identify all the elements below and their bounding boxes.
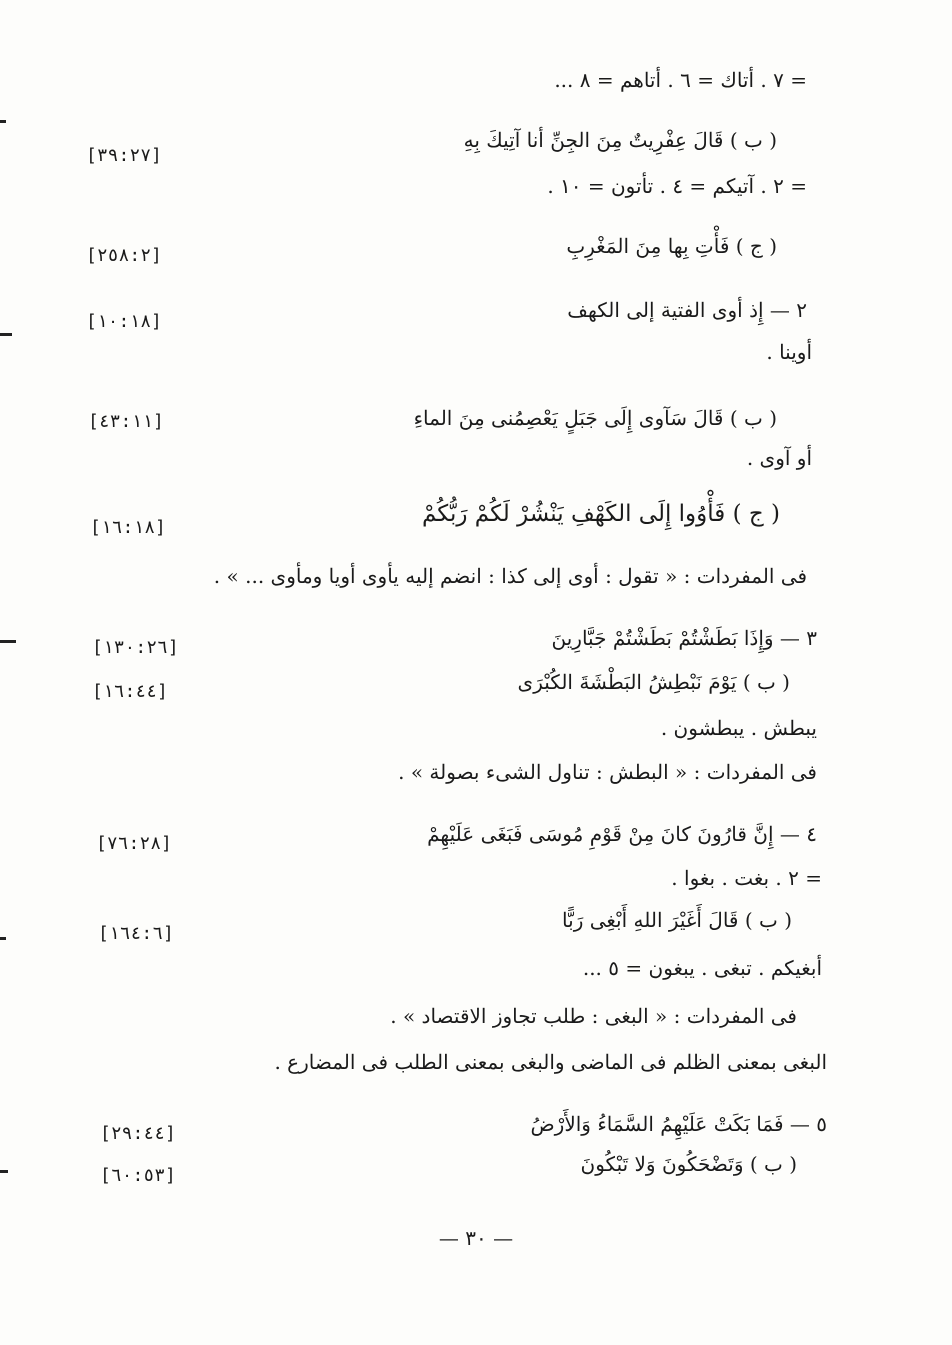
text-line-6: أوينا . <box>766 340 812 364</box>
verse-reference-1: [٣٩:٢٧] <box>86 145 162 166</box>
text-line-19: فى المفردات : « البغى : طلب تجاوز الاقتصاد » . <box>390 1004 797 1028</box>
margin-mark <box>0 640 16 643</box>
verse-reference-6: [١٣٠:٢٦] <box>92 637 179 658</box>
verse-reference-10: [٢٩:٤٤] <box>100 1123 176 1144</box>
verse-line-12: ( ب ) يَوْمَ نَبْطِشُ البَطْشَةَ الكُبْرَى <box>517 670 790 694</box>
verse-line-7: ( ب ) قَالَ سَآوى إِلَى جَبَلٍ يَعْصِمُنى مِنَ الماءِ <box>413 406 777 430</box>
verse-line-2: ( ب ) قَالَ عِفْرِيتٌ مِنَ الجِنِّ أنا آتِيكَ بِهِ <box>463 128 777 152</box>
verse-reference-8: [٧٦:٢٨] <box>96 833 172 854</box>
margin-mark <box>0 937 6 940</box>
text-line-20: البغى بمعنى الظلم فى الماضى والبغى بمعنى الطلب فى المضارع . <box>274 1050 827 1074</box>
verse-reference-5: [١٦:١٨] <box>90 517 166 538</box>
text-line-13: يبطش . يبطشون . <box>660 716 817 740</box>
page-number: — ٣٠ — <box>438 1226 514 1250</box>
text-line-10: فى المفردات : « تقول : أوى إلى كذا : انضم إليه يأوى أويا ومأوى ... » . <box>213 564 807 588</box>
verse-reference-4: [٤٣:١١] <box>88 411 164 432</box>
margin-mark <box>0 120 6 123</box>
text-line-18: أبغيكم . تبغى . يبغون = ٥ ... <box>582 956 822 980</box>
verse-line-17: ( ب ) قَالَ أَغَيْرَ اللهِ أَبْغِى رَبًّا <box>562 908 792 932</box>
text-line-14: فى المفردات : « البطش : تناول الشىء بصولة » . <box>398 760 817 784</box>
verse-reference-3: [١٠:١٨] <box>86 311 162 332</box>
verse-line-4: ( ج ) فَأْتِ بِها مِنَ المَغْرِبِ <box>566 234 777 258</box>
text-line-8: أو آوى . <box>746 446 812 470</box>
verse-line-9: ( ج ) فَأْوُوا إِلَى الكَهْفِ يَنْشُرْ لَكُمْ رَبُّكُمْ <box>421 501 780 527</box>
margin-mark <box>0 333 12 336</box>
verse-line-22: ( ب ) وَتَضْحَكُونَ وَلا تَبْكُونَ <box>580 1152 797 1176</box>
verse-reference-11: [٦٠:٥٣] <box>100 1165 176 1186</box>
verse-line-11: ٣ — وَإِذَا بَطَشْتُمْ بَطَشْتُمْ جَبَّارِينَ <box>551 626 817 650</box>
verse-line-21: ٥ — فَمَا بَكَتْ عَلَيْهِمُ السَّمَاءُ وَالأَرْضُ <box>530 1112 827 1136</box>
verse-line-5: ٢ — إِذ أوى الفتية إلى الكهف <box>567 298 807 322</box>
text-line-16: = ٢ . بغت . بغوا . <box>671 866 822 890</box>
verse-line-15: ٤ — إِنَّ قارُونَ كانَ مِنْ قَوْمِ مُوسَى فَبَغَى عَلَيْهِمْ <box>427 822 817 846</box>
text-line-3: = ٢ . آتيكم = ٤ . تأتون = ١٠ . <box>547 174 807 198</box>
margin-mark <box>0 1170 8 1173</box>
text-line-1: = ٧ . أتاك = ٦ . أتاهم = ٨ ... <box>554 68 807 92</box>
verse-reference-2: [٢٥٨:٢] <box>86 245 162 266</box>
verse-reference-9: [١٦٤:٦] <box>98 923 174 944</box>
verse-reference-7: [١٦:٤٤] <box>92 681 168 702</box>
